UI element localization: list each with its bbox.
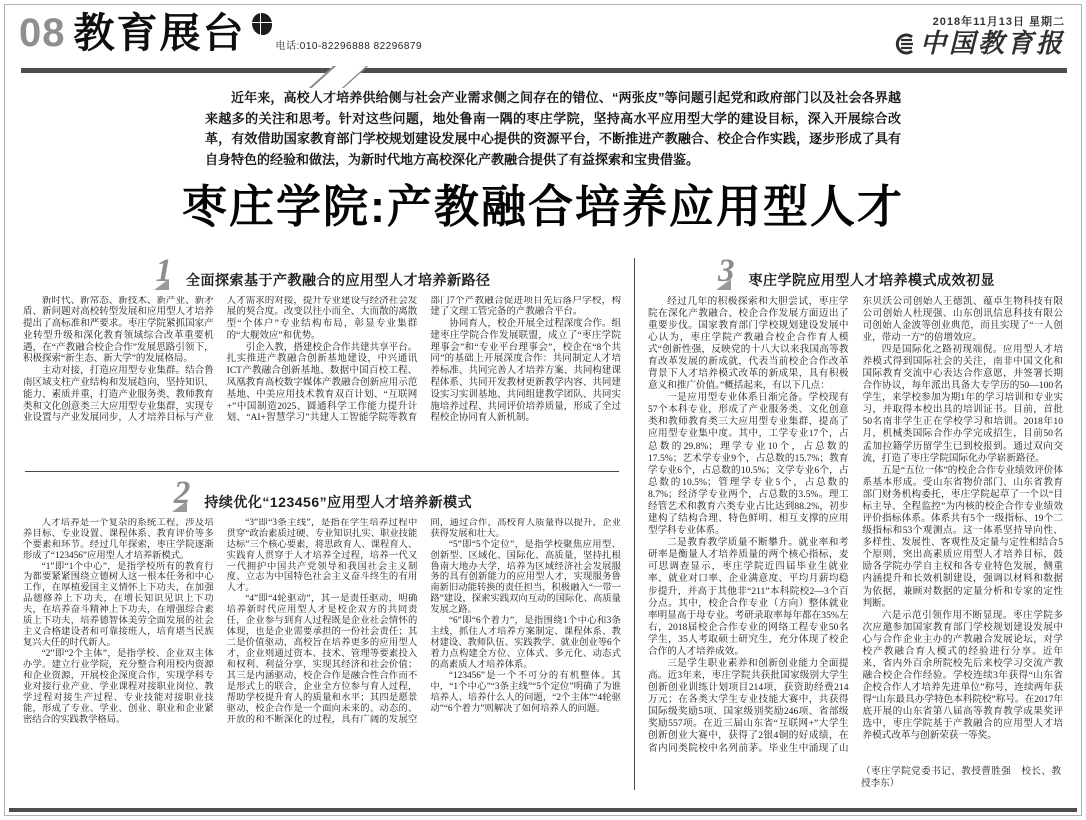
paragraph: 五是“五位一体”的校企合作专业绩效评价体系基本形成。受山东省物价部门、山东省教育部门财务机构委托，枣庄学院起草了一个以“目标主导、全程监控”为内核的校企合作专业绩效评价指标体系。体系共有5个一级指标、19个二级指标和53个观测点。这一体系坚持导向性、多样性、发展性、客观性及定量与定性相结合5个原则，突出高素质应用型人才培养目标，鼓励各学院办学自主权和各专业特色发展，侧重内涵提升和长效机制建设，强调以材料和数据为依据，兼顾对数据的定量分析和专家的定性判断。 <box>862 464 1063 609</box>
section-1-number-icon: 1 <box>154 256 179 290</box>
paragraph: 二是教育教学质量不断攀升。就业率和考研率是衡量人才培养质量的两个核心指标，麦可思调查显示，枣庄学院近四届毕业生就业率、就业对口率、企业满意度、平均月薪均稳步提升，并高于其他非“211”本科院校2—3个百分点。其中，校企合作专业（方向）整体就业率明显高于母专业。考研录取率每年都在35%左右，2018届校企合作专业的网络工程专业50名学生，35人考取硕士研究生，充分体现了校企合作的人才培养成效。 <box>648 537 849 657</box>
masthead-left <box>19 11 422 55</box>
bottom-rule <box>9 808 1077 812</box>
paragraph: “3”即“3条主线”，是指在学生培养过程中贯穿“政治素质过硬、专业知识扎实、职业技能达标”三个核心要素，将思政育人、课程育人、实践育人贯穿于人才培养全过程，培养一代又一代拥护中国共产党领导和我国社会主义制度、立志为中国特色社会主义奋斗终生的有用人才。 <box>226 517 418 594</box>
newspaper-logo <box>892 31 1065 57</box>
section-1-header <box>23 252 621 290</box>
section-1 <box>23 252 621 464</box>
paragraph: 主动对接，打造应用型专业集群。结合鲁南区域支柱产业结构和发展趋向，坚持知识、能力、素质并重，打造产业服务类、教师教育类和文化创意类三大应用型专业集群，实现专业设置与产业发展同步，人才培养目标与产业人才需求的对接，提升专业建设与经济社会发展的契合度。改变以往小而全、大而散的离散型“个体户”专业结构布局，彰显专业集群的“大舰效应”和优势。 <box>23 295 418 424</box>
article-body <box>23 252 1063 790</box>
paragraph: 新时代、新常态、新技术、新产业、新矛盾、新问题对高校转型发展和应用型人才培养提出了高标准和严要求。枣庄学院紧抓国家产业转型升级和深化教育领域综合改革重要机遇，在“产教融合校企合作”发展思路引领下，积极探索“新生态、新大学”的发展格局。 <box>23 295 214 365</box>
masthead <box>5 5 1081 65</box>
paragraph: “5”即“5个定位”，是指学校聚焦应用型、创新型、区域化、国际化、高质量，坚持扎根鲁南大地办大学，培养为区域经济社会发展服务的具有创新能力的应用型人才，实现服务鲁南新旧动能转换的责任担当，积极融入“一带一路”建设，探索实践双向互动的国际化、高质量发展之路。 <box>430 539 621 616</box>
left-column-region <box>23 252 621 790</box>
paragraph: 人才培养是一个复杂的系统工程，涉及培养目标、专业设置、课程体系、教育评价等多个要素和环节。经过几年探索，枣庄学院逐渐形成了“123456”应用型人才培养新模式。 <box>23 517 214 561</box>
paragraph: “1”即“1个中心”，是指学校所有的教育行为都要紧紧围绕立德树人这一根本任务和中心工作，在厚植爱国主义情怀上下功夫，在加强品德修养上下功夫，在增长知识见识上下功夫，在培养奋斗精神上下功夫，在增强综合素质上下功夫，培养德智体美劳全面发展的社会主义合格建设者和可靠接班人，培育堪当民族复兴大任的时代新人。 <box>23 561 214 649</box>
section-2-text <box>23 518 621 794</box>
seal-icon <box>252 13 272 35</box>
logo-mark-icon <box>892 33 916 55</box>
section-2-title: 持续优化“123456”应用型人才培养新模式 <box>204 493 473 510</box>
section-divider <box>25 471 619 472</box>
section-1-title: 全面探索基于产教融合的应用型人才培养新路径 <box>186 271 491 288</box>
section-3-number-icon: 3 <box>716 256 741 290</box>
newspaper-page <box>4 4 1082 816</box>
paragraph: 协同育人，校企开展全过程深度合作。组建枣庄学院合作发展联盟，成立了“枣庄学院理事会”和“专业平台理事会”，校企在“8个共同”的基础上开展深度合作：共同制定人才培养标准、共同完善人才培养方案、共同构建课程体系、共同开发教材更新教学内容、共同建设实习实训基地、共同组建教学团队、共同实施培养过程、共同评价培养质量，形成了全过程校企协同育人新机制。 <box>430 319 621 424</box>
paragraph: “4”即“4轮驱动”，其一是责任驱动，明确培养新时代应用型人才是校企双方的共同责任，企业参与到育人过程既是企业社会情怀的体现，也是企业需要承担的一份社会责任；其二是价值驱动，高校旨在培养更多的应用型人才，企业则通过资本、技术、管理等要素投入和权利、利益分享，实现其经济和社会价值；其三是内涵驱动，校企合作是融合性合作而不是形式上的联合，企业全方位参与育人过程，帮助学校提升育人的质量和水平；其四是愿景驱动，校企合作是一个面向未来的、动态的、开放的和不断深化的过程，具有广阔的发展空间，通过合作，高校育人质量得以提升，企业获得发展和壮大。 <box>226 517 621 726</box>
paragraph: 引企入教，搭建校企合作共建共享平台。扎实推进产教融合创新基地建设，中兴通讯ICT产教融合创新基地、数据中国百校工程、凤凰教育高校数字媒体产教融合创新应用示范基地、中美应用技术教育双百计划、“互联网+”中国制造2025、圆通科学工作能力提升计划、“AI+智慧学习”共建人工智能学院等教育部门7个产教融合促进项目先后落户学校，构建了文理工管完备的产教融合平台。 <box>226 295 621 424</box>
contact-phone: 电话:010-82296888 82296879 <box>275 41 423 52</box>
section-1-text <box>23 296 621 464</box>
paragraph: 六是示范引领作用不断显现。枣庄学院多次应邀参加国家教育部门学校规划建设发展中心与合作企业主办的产教融合发展论坛，对学校产教融合育人模式的经验进行分享。近年来，省内外百余所院校先后来校学习交流产教融合校企合作经验。学校连续3年获得“山东省企校合作人才培养先进单位”称号，连续两年获得“山东最具办学特色本科院校”称号。在2017年底开展的山东省第八届高等教育教学成果奖评选中，枣庄学院基于产教融合的应用型人才培养模式改革与创新荣获一等奖。 <box>862 609 1063 742</box>
section-3-title: 枣庄学院应用型人才培养模式成效初显 <box>748 271 995 288</box>
paragraph: 经过几年的积极探索和大胆尝试，枣庄学院在深化产教融合、校企合作发展方面迈出了重要步伐。国家教育部门学校规划建设发展中心认为，枣庄学院产教融合校企合作育人模式“创新性强，反映党的十八大以来我国高等教育改革发展的新成就，代表当前校企合作改革背景下人才培养模式改革的新成果，具有积极意义和推广价值。”概括起来，有以下几点： <box>648 295 849 392</box>
masthead-right <box>892 13 1065 57</box>
section-2-number-icon: 2 <box>172 478 197 512</box>
paragraph: 一是应用型专业体系日渐完备。学校现有57个本科专业，形成了产业服务类、文化创意类和教师教育类三大应用型专业集群，提高了应用型专业集中度。其中，工学专业17个，占总数的29.8%；理学专业10个，占总数的17.5%；艺术学专业9个，占总数的15.7%；教育学专业6个，占总数的10.5%；文学专业6个，占总数的10.5%；管理学专业5个，占总数的8.7%；经济学专业两个，占总数的3.5%。理工经管艺术和教育六类专业占比达到88.2%，初步建构了结构合理、特色鲜明、相互支撑的应用型学科专业体系。 <box>648 392 849 537</box>
main-headline: 枣庄学院:产教融合培养应用型人才 <box>182 181 904 233</box>
author-byline: （枣庄学院党委书记、教授曹胜强 校长、教授李东） <box>861 765 1061 790</box>
paragraph: 三是学生职业素养和创新创业能力全面提高。近3年来，枣庄学院共获批国家级别大学生创新创业训练计划项目214项，获资助经费214万元；在各类大学生专业技能大赛中，共获得国际级奖励5项、国家级别奖励246项、省部级奖励557项。在近三届山东省“互联网+”大学生创新创业大赛中，获得了2银4铜的好成绩，在省内同类院校中名列前茅。毕业生中涌现了山东贝沃公司创始人王德凯、蕴卓生物科技有限公司创始人杜现强、山东创讯信息科技有限公司创始人金波等创业典范，而且实现了“一人创业，带动一方”的倍增效应。 <box>648 295 1063 754</box>
page-number: 08 <box>19 11 66 55</box>
section-3-header <box>648 252 1063 290</box>
masthead-rule <box>21 68 1067 73</box>
vertical-rule <box>634 258 635 790</box>
newspaper-name: 中国教育报 <box>919 29 1065 58</box>
section-2-header <box>23 474 621 512</box>
issue-date: 2018年11月13日 星期二 <box>932 16 1065 28</box>
paragraph: “6”即“6个着力”，是指围绕1个中心和3条主线，抓住人才培养方案制定、课程体系、教材建设、教师队伍、实践教学、就业创业等6个着力点构建全方位、立体式、多元化、动态式的高素质人才培养体系。 <box>430 616 621 671</box>
masthead-flourish <box>309 66 368 88</box>
paragraph: “2”即“2个主体”，是指学校、企业双主体办学。建立行业学院，充分整合利用校内资源和企业资源，开展校企深度合作，实现学科专业对接行业产业、学业课程对接职业岗位、教学过程对接生产过程、专业技能对接职业技能，形成了专业、学业、创业、职业和企业紧密结合的实践教学格局。 <box>23 649 214 726</box>
section-3 <box>648 252 1063 791</box>
section-name: 教育展台 <box>73 10 246 56</box>
paragraph: “123456”是一个不可分的有机整体。其中，“1个中心”“3条主线”“5个定位”明确了为谁培养人、培养什么人的问题，“2个主体”“4轮驱动”“6个着力”则解决了如何培养人的问题。 <box>430 671 621 715</box>
section-3-text <box>648 296 1063 762</box>
right-column-region <box>648 252 1063 790</box>
section-2 <box>23 474 621 794</box>
intro-paragraph: 近年来，高校人才培养供给侧与社会产业需求侧之间存在的错位、“两张皮”等问题引起党和政府部门以及社会各界越来越多的关注和思考。针对这些问题，地处鲁南一隅的枣庄学院，坚持高水平应用型大学的建设目标，深入开展综合改革，有效借助国家教育部门学校规划建设发展中心提供的资源平台，不断推进产教融合、校企合作实践，逐步形成了具有自身特色的经验和做法，为新时代地方高校深化产教融合提供了有益探索和宝贵借鉴。 <box>205 90 901 167</box>
paragraph: 四是国际化之路初现端倪。应用型人才培养模式得到国际社会的关注，南非中国文化和国际教育交流中心表达合作意愿，并签署长期合作协议，每年派出具备大专学历的50—100名学生，来学校参加为期1年的学习培训和专业实习，并取得本校出具的培训证书。目前，首批50名南非学生正在学校学习和培训。2018年10月，机械类国际合作办学完成招生，目前50名孟加拉籍学历留学生已到校报到。通过双向交流，打造了枣庄学院国际化办学崭新路径。 <box>862 343 1063 464</box>
